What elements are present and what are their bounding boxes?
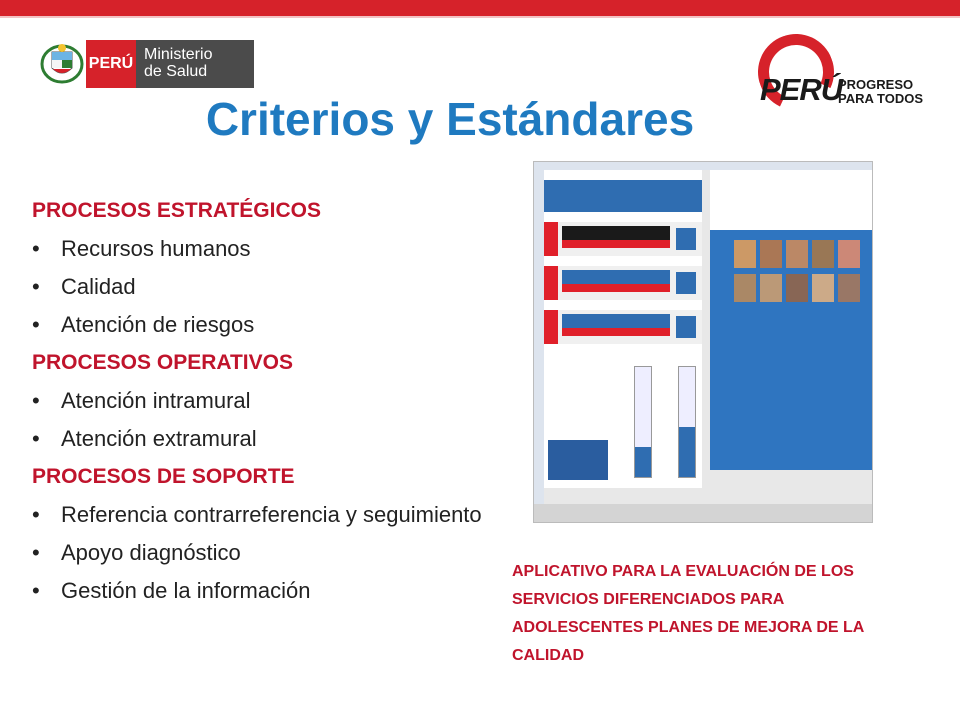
percent-cell [676,228,696,250]
results-row [544,310,702,344]
cell-bar [562,270,670,284]
photo-thumbnail [760,240,782,268]
cell-bar [562,328,670,336]
progreso-line1: PROGRESO [838,77,914,92]
spreadsheet-column-header [534,162,872,170]
peru-coat-of-arms-icon [38,38,86,86]
row-marker [544,266,558,300]
logo-ministry-line1: Ministerio [144,46,213,63]
logo-ministry-label [136,40,254,88]
logo-ministry-line2: de Salud [144,63,208,80]
cell-bar [562,284,670,292]
photo-thumbnail [838,274,860,302]
spreadsheet-row-header [534,170,544,522]
photo-thumbnail [760,274,782,302]
percent-cell [676,272,696,294]
indicator-gauge [678,366,696,478]
results-row [544,222,702,256]
cover-header [710,170,872,230]
screenshot-caption: APLICATIVO PARA LA EVALUACIÓN DE LOS SERVICIOS DIFERENCIADOS PARA ADOLESCENTES PLANES DE MEJORA DE LA CALIDAD [512,563,864,664]
results-row [544,266,702,300]
cell-bar [562,240,670,248]
slide-title: Criterios y Estándares [205,93,695,145]
photo-thumbnail [812,240,834,268]
list-item: • Apoyo diagnóstico [32,534,502,572]
progreso-line2: PARA TODOS [838,91,923,106]
list-item: • Gestión de la información [32,572,502,610]
photo-thumbnail [812,274,834,302]
progreso-peru-label: PERÚ [760,72,843,107]
photo-thumbnail [838,240,860,268]
row-marker [544,310,558,344]
list-item: • Referencia contrarreferencia y seguimiento [32,496,502,534]
section-heading-strategic: PROCESOS ESTRATÉGICOS [32,199,321,222]
list-item: • Calidad [32,268,502,306]
top-red-bar [0,0,960,16]
list-item: • Recursos humanos [32,230,502,268]
row-marker [544,222,558,256]
processes-list [32,192,502,610]
photo-thumbnail [786,274,808,302]
ministerio-salud-logo [86,40,254,88]
logo-peru-label: PERÚ [86,40,136,88]
cell-bar [562,314,670,328]
gauge-fill [679,427,695,477]
sheet-tabs-bar [534,504,872,522]
photo-thumbnail [734,274,756,302]
list-item: • Atención intramural [32,382,502,420]
application-screenshot [533,161,873,523]
list-item: • Atención de riesgos [32,306,502,344]
top-bar-underline [0,16,960,18]
photo-thumbnail [786,240,808,268]
cell-bar [562,226,670,240]
percent-cell [676,316,696,338]
section-heading-operative: PROCESOS OPERATIVOS [32,351,293,374]
list-item: • Atención extramural [32,420,502,458]
minsa-web-banner [548,440,608,480]
photo-thumbnail [734,240,756,268]
section-heading-support: PROCESOS DE SOPORTE [32,465,295,488]
results-header-band [544,180,702,212]
gauge-fill [635,447,651,477]
indicator-gauge [634,366,652,478]
document-cover [710,170,872,470]
results-sheet [544,170,702,488]
